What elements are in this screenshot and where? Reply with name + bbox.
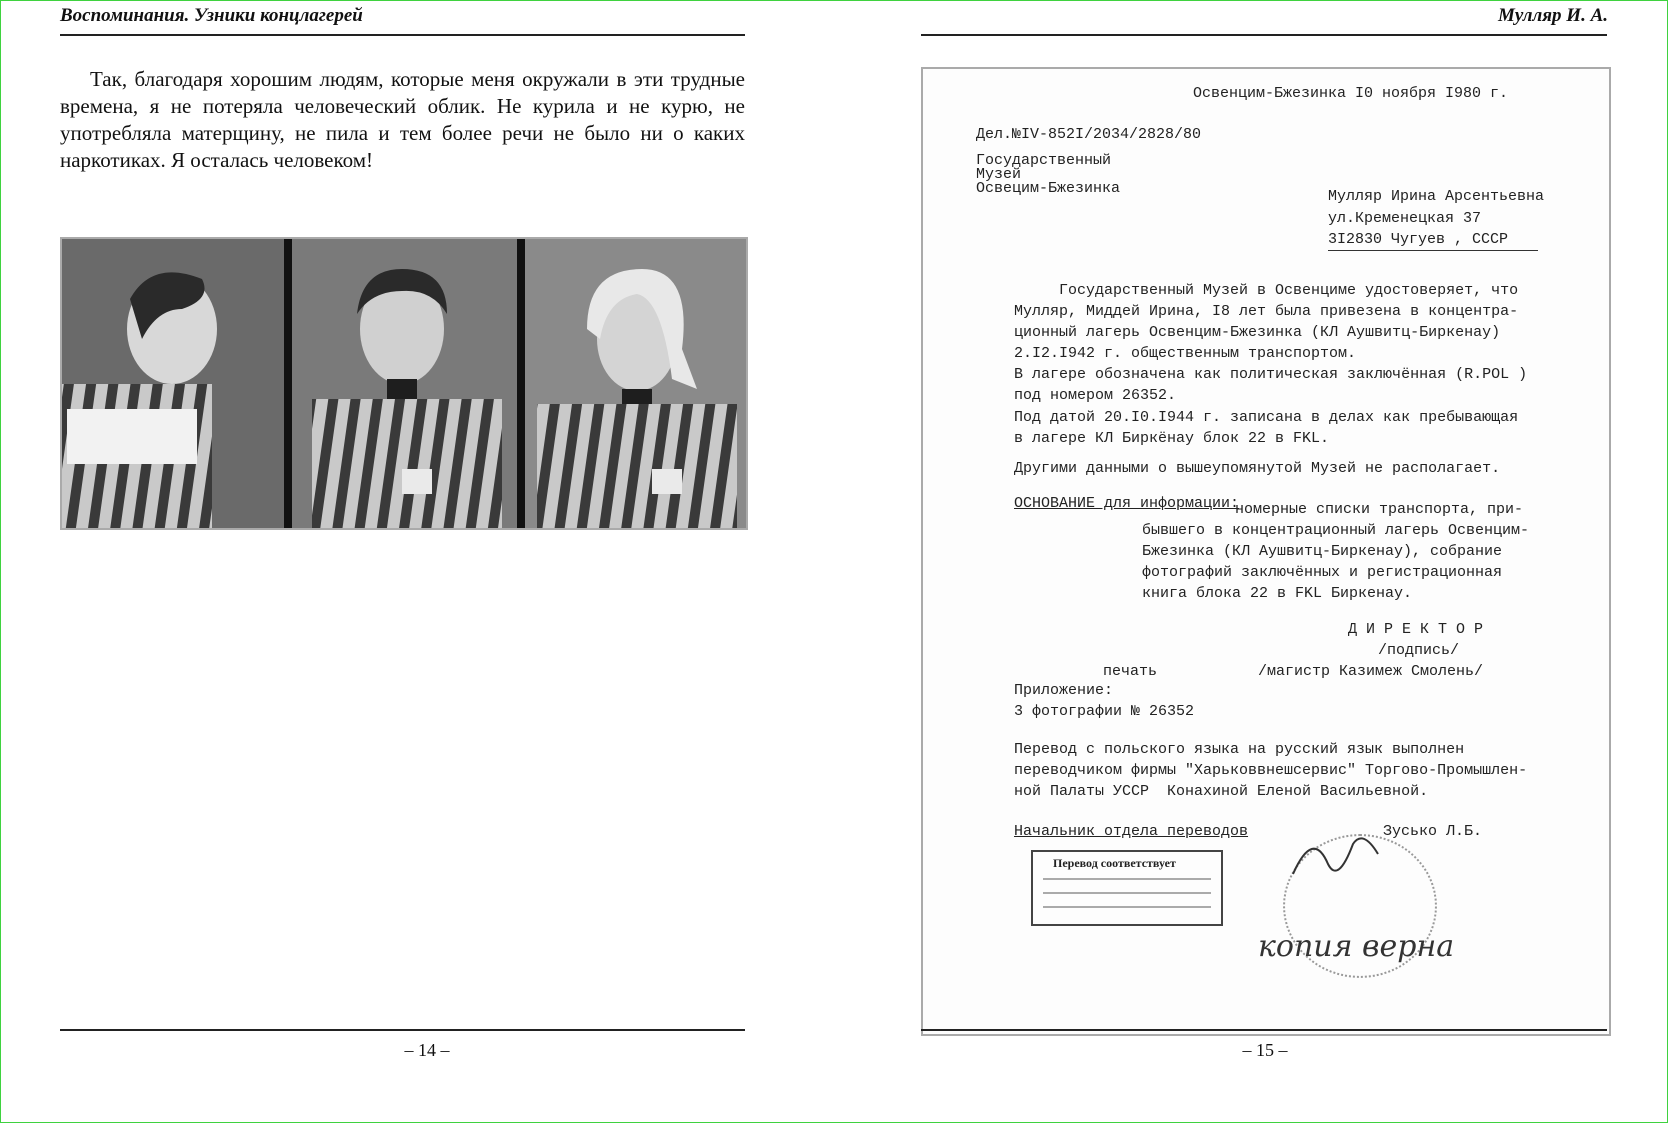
left-footer-rule — [60, 1029, 745, 1031]
basis-line-5: книга блока 22 в FKL Биркенау. — [1142, 585, 1413, 602]
head-label: Начальник отдела переводов — [1014, 823, 1249, 840]
sender-line-2: Музей — [976, 166, 1022, 183]
right-page-number: – 15 – — [1242, 1040, 1288, 1060]
attachment-text: 3 фотографии № 26352 — [1014, 703, 1195, 720]
recipient-line-1: Мулляр Ирина Арсентьевна — [1328, 188, 1545, 205]
recipient-line-2: ул.Кременецкая 37 — [1328, 210, 1482, 227]
frontal-photo — [292, 239, 517, 528]
body-line-2: Мулляр, Миддей Ирина, I8 лет была привезена в концентра- — [1014, 303, 1519, 320]
no-other-data: Другими данными о вышеупомянутой Музей не располагает. — [1014, 460, 1501, 477]
director-name: /магистр Казимеж Смолень/ — [1258, 663, 1484, 680]
stamp-text: Перевод соответствует — [1053, 856, 1176, 870]
basis-line-1: номерные списки транспорта, при- — [1235, 501, 1524, 518]
translation-line-3: ной Палаты УССР Конахиной Еленой Васильевной. — [1014, 783, 1429, 800]
handwritten-certification: копия верна — [1258, 929, 1455, 964]
headscarf-photo — [525, 239, 746, 528]
scanned-certificate — [921, 67, 1611, 1036]
sender-line-3: Освецим-Бжезинка — [976, 180, 1121, 197]
body-line-1: Государственный Музей в Освенциме удостоверяет, что — [1014, 282, 1519, 299]
attachment-label: Приложение: — [1014, 682, 1114, 699]
right-footer-rule — [921, 1029, 1607, 1031]
body-line-7: Под датой 20.I0.I944 г. записана в делах как пребывающая — [1014, 409, 1519, 426]
memoir-paragraph: Так, благодаря хорошим людям, которые меня окружали в эти трудные времена, я не потеряла человеческий облик. Не курила и не курю, не употребляла матерщину, не пила и тем более речи не было ни о каких наркотиках. Я осталась человеком! — [60, 67, 745, 172]
right-running-header: Мулляр И. А. — [1497, 5, 1608, 26]
body-line-3: ционный лагерь Освенцим-Бжезинка (КЛ Аушвитц-Биркенау) — [1014, 324, 1501, 341]
signature-scribble — [1283, 824, 1403, 894]
left-page-number: – 14 – — [404, 1040, 450, 1060]
director-title: Д И Р Е К Т О Р — [1348, 621, 1484, 638]
body-line-6: под номером 26352. — [1014, 387, 1177, 404]
left-header-rule — [60, 34, 745, 36]
basis-line-4: фотографий заключённых и регистрационная — [1142, 564, 1503, 581]
place-date: Освенцим-Бжезинка I0 ноября I980 г. — [1193, 85, 1509, 102]
left-running-header: Воспоминания. Узники концлагерей — [60, 5, 363, 26]
translation-stamp — [1031, 850, 1223, 926]
body-line-8: в лагере КЛ Биркёнау блок 22 в FKL. — [1014, 430, 1330, 447]
prisoner-photographs — [60, 237, 748, 530]
head-name: Зусько Л.Б. — [1383, 823, 1483, 840]
translation-line-2: переводчиком фирмы "Харьковвнешсервис" Торгово-Промышлен- — [1014, 762, 1528, 779]
body-line-4: 2.I2.I942 г. общественным транспортом. — [1014, 345, 1357, 362]
case-number: Дел.№IV-852I/2034/2828/80 — [976, 126, 1202, 143]
basis-label: ОСНОВАНИЕ для информации: — [1014, 495, 1240, 512]
translation-line-1: Перевод с польского языка на русский язык выполнен — [1014, 741, 1465, 758]
sender-line-1: Государственный — [976, 152, 1112, 169]
basis-line-2: бывшего в концентрационный лагерь Освенцим- — [1142, 522, 1530, 539]
seal-note: печать — [1103, 663, 1158, 680]
right-header-rule — [921, 34, 1607, 36]
basis-line-3: Бжезинка (КЛ Аушвитц-Биркенау), собрание — [1142, 543, 1503, 560]
signature-note: /подпись/ — [1378, 642, 1460, 659]
profile-photo — [62, 239, 284, 528]
recipient-line-3: 3I2830 Чугуев , СССР — [1328, 230, 1538, 251]
body-line-5: В лагере обозначена как политическая заключённая (R.POL ) — [1014, 366, 1528, 383]
